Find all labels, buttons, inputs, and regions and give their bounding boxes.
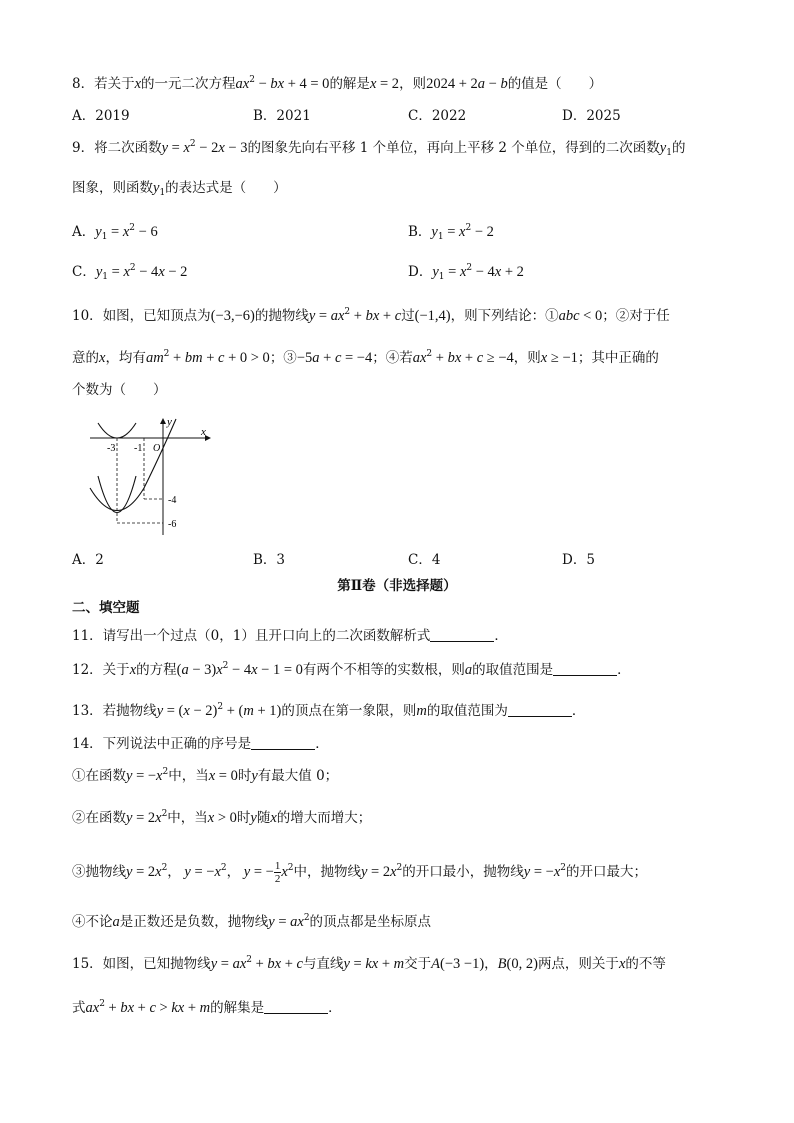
- q15-stem-line2: 式$ax^2$ + bx + c > kx + m的解集是 ．: [72, 999, 342, 1016]
- q10-parabola-graph: [86, 415, 216, 541]
- q10-option-c: C．4: [408, 552, 441, 568]
- q8-option-b: B．2021: [253, 108, 311, 124]
- q14-item-3: ③抛物线$y = 2x^2$， $y = -x^2$， y = − $\frac{1}{2}$ $x^2$中，抛物线$y = 2x^2$的开口最小，抛物线$y = -x^2$的开口最大；: [72, 860, 647, 885]
- q10-stem-line2: 意的x，均有$am^2$ + bm + c + 0 > 0；③−5a + c = −4；④若$ax^2$ + bx + c ≥ −4，则x ≥ −1；其中正确的: [72, 349, 659, 366]
- answer-blank: [553, 662, 617, 676]
- q9-option-d: D．$y_1 = x^2 - 4x + 2$: [408, 263, 524, 282]
- section-heading: 二、填空题: [72, 600, 140, 616]
- q8-stem: 8．若关于x的一元二次方程$ax^2$ − bx + 4 = 0的解是x = 2，则2024 + 2a − b的值是（ ）: [72, 75, 603, 92]
- graph-x-label: x: [201, 426, 206, 438]
- q10-option-b: B．3: [253, 552, 286, 568]
- graph-tick-minus6: -6: [168, 519, 177, 530]
- q10-option-d: D．5: [562, 552, 595, 568]
- answer-blank: [251, 736, 315, 750]
- part2-heading: 第Ⅱ卷（非选择题）: [337, 578, 457, 594]
- q13-stem: 13．若抛物线$y = (x - 2)^2 + (m + 1)$的顶点在第一象限，则m的取值范围为 ．: [72, 702, 586, 719]
- q12-stem: 12．关于x的方程$(a - 3)x^2 - 4x - 1 = 0$有两个不相等的实数根，则a的取值范围是 ．: [72, 661, 631, 678]
- q10-option-a: A．2: [72, 552, 104, 568]
- q14-item-4: ④不论a是正数还是负数，抛物线$y = ax^2$的顶点都是坐标原点: [72, 913, 432, 930]
- graph-origin-label: O: [153, 443, 161, 454]
- q8-option-a: A．2019: [72, 108, 130, 124]
- graph-tick-minus3: -3: [107, 443, 116, 454]
- q8-option-d: D．2025: [562, 108, 621, 124]
- q14-item-2: ②在函数$y = 2x^2$中，当x > 0时y随x的增大而增大；: [72, 809, 372, 826]
- graph-y-label: y: [167, 416, 172, 428]
- answer-blank: [508, 703, 572, 717]
- q9-option-a: A．$y_1 = x^2 - 6$: [72, 223, 158, 242]
- q14-stem: 14．下列说法中正确的序号是 ．: [72, 736, 329, 752]
- answer-blank: [430, 628, 494, 642]
- graph-tick-minus1: -1: [134, 443, 143, 454]
- q14-item-1: ①在函数$y = -x^2$中，当x = 0时y有最大值 0；: [72, 767, 339, 784]
- q9-option-c: C．$y_1 = x^2 - 4x - 2$: [72, 263, 188, 282]
- q10-stem-line3: 个数为（ ）: [72, 382, 167, 398]
- answer-blank: [264, 1000, 328, 1014]
- q15-stem-line1: 15．如图，已知抛物线$y = ax^2$ + bx + c与直线y = kx + m交于A(−3 −1)，B(0, 2)两点，则关于x的不等: [72, 955, 666, 972]
- q9-stem-line2: 图象，则函数$y_1$的表达式是（ ）: [72, 180, 287, 198]
- q9-stem-line1: 9．将二次函数$y = x^2 - 2x - 3$的图象先向右平移 1 个单位，再向上平移 2 个单位，得到的二次函数$y_1$的: [72, 139, 686, 158]
- graph-tick-minus4: -4: [168, 495, 177, 506]
- q9-option-b: B．$y_1 = x^2 - 2$: [408, 223, 494, 242]
- q10-stem-line1: 10．如图，已知顶点为(−3,−6)的抛物线$y = ax^2$ + bx + c过(−1,4)，则下列结论：①abc < 0；②对于任: [72, 307, 670, 324]
- q8-option-c: C．2022: [408, 108, 467, 124]
- q11-stem: 11．请写出一个过点（0，1）且开口向上的二次函数解析式 ．: [72, 628, 508, 644]
